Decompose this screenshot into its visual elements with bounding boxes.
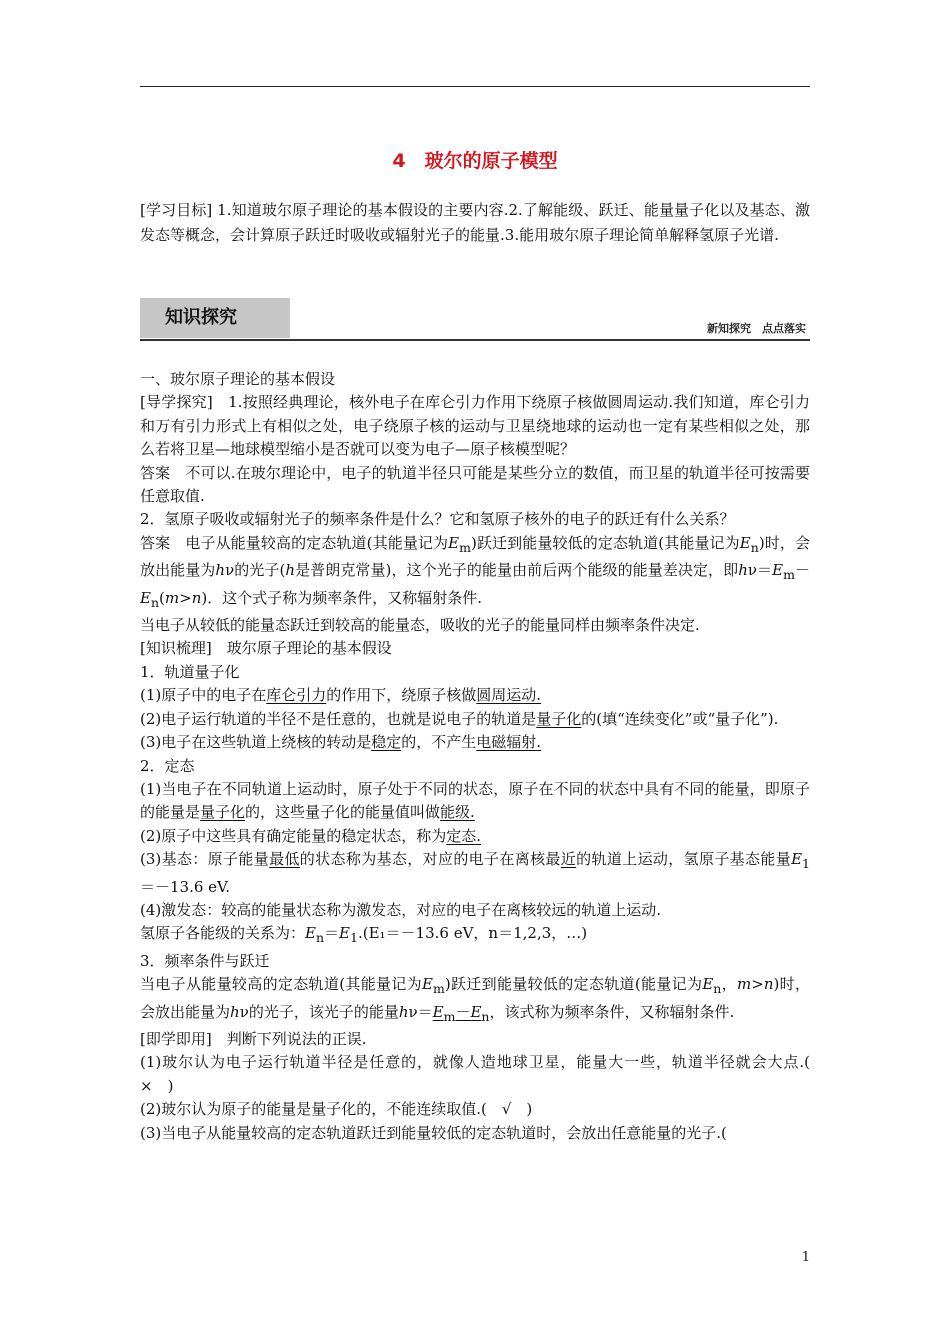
knowledge-heading: [知识梳理] 玻尔原子理论的基本假设 [140,639,392,658]
orbit-item-3: (3)电子在这些轨道上绕核的转动是稳定的，不产生电磁辐射. [140,733,542,752]
section-title: 知识探究 [140,298,290,338]
top-rule [140,86,810,87]
orbit-heading: 1．轨道量子化 [140,662,240,681]
freq-heading: 3．频率条件与跃迁 [140,951,270,970]
question-1: [导学探究] 1.按照经典理论，核外电子在库仑引力作用下绕原子核做圆周运动.我们知道，库仑引力和万有引力形式上有相似之处，电子绕原子核的运动与卫星绕地球的运动也一定有某些相似之处，那么若将卫星—地球模型缩小是否就可以变为电子—原子核模型呢？ [140,393,810,459]
learning-goals: [学习目标] 1.知道玻尔原子理论的基本假设的主要内容.2.了解能级、跃迁、能量量子化以及基态、激发态等概念，会计算原子跃迁时吸收或辐射光子的能量.3.能用玻尔原子理论简单解释氢原子光谱. [140,201,810,244]
blank-answer: 量子化 [200,803,246,822]
orbit-item-1: (1)原子中的电子在库仑引力的作用下，绕原子核做圆周运动. [140,686,542,705]
answer-2-continued: 当电子从较低的能量态跃迁到较高的能量态，吸收的光子的能量同样由频率条件决定. [140,616,700,635]
blank-answer: 库仑引力 [266,686,327,705]
blank-answer: 电磁辐射. [476,733,542,752]
blank-answer: 定态. [446,826,482,845]
main-content [140,368,826,1145]
blank-answer: $E_m-E_n$ [432,1002,490,1024]
blank-answer: 近 [560,850,577,869]
answer-2: 答案 电子从能量较高的定态轨道(其能量记为$E_m$)跃迁到能量较低的定态轨道(其能量记为$E_n$)时，会放出能量为hν的光子(h是普朗克常量)，这个光子的能量由前后两个能级的能量差决定，即$h\nu=E_m-E_n(m>n)$．这个式子称为频率条件，又称辐射条件. [140,533,810,610]
orbit-item-2: (2)电子运行轨道的半径不是任意的，也就是说电子的轨道是量子化的(填“连续变化”或“量子化”). [140,709,779,728]
blank-answer: 能级. [440,803,475,822]
section-header [140,298,810,342]
section-heading: 一、玻尔原子理论的基本假设 [140,370,336,388]
state-item-1: (1)当电子在不同轨道上运动时，原子处于不同的状态，原子在不同的状态中具有不同的能量，即原子的能量是量子化的，这些量子化的能量值叫做能级. [140,779,810,822]
state-heading: 2．定态 [140,756,195,775]
blank-answer: 量子化 [536,709,582,728]
practice-item-2: (2)玻尔认为原子的能量是量子化的，不能连续取值.( √ ) [140,1100,533,1119]
state-item-2: (2)原子中这些具有确定能量的稳定状态，称为定态. [140,826,482,845]
practice-item-3: (3)当电子从能量较高的定态轨道跃迁到能量较低的定态轨道时，会放出任意能量的光子.( [140,1123,727,1142]
state-item-5: 氢原子各能级的关系为：$E_n=E_1.(E_1=-13.6$ eV，n＝1,2,3，…) [140,924,588,946]
practice-item-1: (1)玻尔认为电子运行轨道半径是任意的，就像人造地球卫星，能量大一些，轨道半径就会大点.( × ) [140,1053,826,1095]
question-2: 2．氢原子吸收或辐射光子的频率条件是什么？它和氢原子核外的电子的跃迁有什么关系？ [140,510,735,529]
section-rule [140,339,810,341]
section-subtitle: 新知探究 点点落实 [707,322,806,335]
blank-answer: 圆周运动. [476,686,542,705]
state-item-3: (3)基态：原子能量最低的状态称为基态，对应的电子在离核最近的轨道上运动，氢原子基态能量$E_1=-13.6$ eV. [140,850,810,896]
blank-answer: 稳定 [371,733,402,752]
answer-1: 答案 不可以.在玻尔理论中，电子的轨道半径只可能是某些分立的数值，而卫星的轨道半径可按需要任意取值. [140,463,810,506]
blank-answer: 最低 [269,850,300,869]
freq-item-1: 当电子从能量较高的定态轨道(其能量记为$E_m$)跃迁到能量较低的定态轨道(能量记为$E_n$，m>n)时，会放出能量为hν的光子，该光子的能量$h\nu=E_m-E_n$，该式称为频率条件，又称辐射条件. [140,975,810,1024]
practice-heading: [即学即用] 判断下列说法的正误. [140,1029,367,1048]
state-item-4: (4)激发态：较高的能量状态称为激发态，对应的电子在离核较远的轨道上运动. [140,900,662,919]
page-title: 4 玻尔的原子模型 [392,150,558,172]
page-number: 1 [801,1250,810,1265]
